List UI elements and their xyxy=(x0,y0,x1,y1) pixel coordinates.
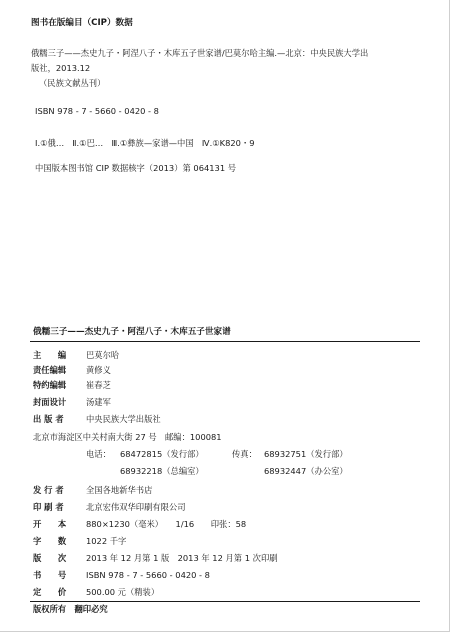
word-count-value: 1022 千字 xyxy=(86,536,127,546)
cover-design-label: 封面设计 xyxy=(33,397,67,407)
publisher-address: 北京市海淀区中关村南大街 27 号 邮编：100081 xyxy=(33,432,222,442)
responsible-editor-value: 黄修义 xyxy=(86,365,111,375)
word-count-label: 字 数 xyxy=(33,536,67,546)
printer-value: 北京宏伟双华印刷有限公司 xyxy=(86,502,186,512)
edition-value: 2013 年 12 月第 1 版 2013 年 12 月第 1 次印刷 xyxy=(86,553,278,563)
responsible-editor-label: 责任编辑 xyxy=(33,365,67,375)
cip-series: （民族文献丛刊） xyxy=(39,78,106,88)
price-value: 500.00 元（精装） xyxy=(86,587,160,597)
cip-data-number: 中国版本图书馆 CIP 数据核字（2013）第 064131 号 xyxy=(35,163,237,173)
publisher-value: 中央民族大学出版社 xyxy=(86,414,161,424)
cip-heading: 图书在版编目（CIP）数据 xyxy=(31,18,133,28)
colophon-book-title: 俄糯三子——杰史九子・阿涅八子・木库五子世家谱 xyxy=(33,327,231,337)
isbn-value: ISBN 978 - 7 - 5660 - 0420 - 8 xyxy=(86,570,210,580)
edition-label: 版 次 xyxy=(33,553,67,563)
fax-label: 传真： xyxy=(232,449,257,459)
phone-office: 68932447（办公室） xyxy=(264,466,348,476)
isbn-label: 书 号 xyxy=(33,570,67,580)
distributor-value: 全国各地新华书店 xyxy=(86,485,153,495)
cip-isbn: ISBN 978 - 7 - 5660 - 0420 - 8 xyxy=(35,106,159,116)
cip-entry-line-1: 俄糯三子——杰史九子・阿涅八子・木库五子世家谱/巴莫尔哈主编.—北京：中央民族大学出 xyxy=(31,48,369,58)
cover-design-value: 汤建军 xyxy=(86,397,111,407)
copyright-notice: 版权所有 翻印必究 xyxy=(33,604,108,614)
cip-classification: Ⅰ.①俄… Ⅱ.①巴… Ⅲ.①彝族—家谱—中国 Ⅳ.①K820・9 xyxy=(35,138,255,148)
fax-sales: 68932751（发行部） xyxy=(264,449,348,459)
price-label: 定 价 xyxy=(33,587,67,597)
phone-label: 电话： xyxy=(86,449,111,459)
format-value: 880×1230（毫米） 1/16 印张：58 xyxy=(86,519,247,529)
cip-entry-line-2: 版社，2013.12 xyxy=(31,63,91,73)
format-label: 开 本 xyxy=(33,519,67,529)
special-editor-value: 崔春芝 xyxy=(86,380,111,390)
printer-label: 印 刷 者 xyxy=(33,502,64,512)
editor-label: 主 编 xyxy=(33,350,67,360)
phone-editorial: 68932218（总编室） xyxy=(120,466,204,476)
distributor-label: 发 行 者 xyxy=(33,485,64,495)
special-editor-label: 特约编辑 xyxy=(33,380,67,390)
publisher-label: 出 版 者 xyxy=(33,414,64,424)
phone-sales: 68472815（发行部） xyxy=(120,449,204,459)
editor-value: 巴莫尔哈 xyxy=(86,350,120,360)
